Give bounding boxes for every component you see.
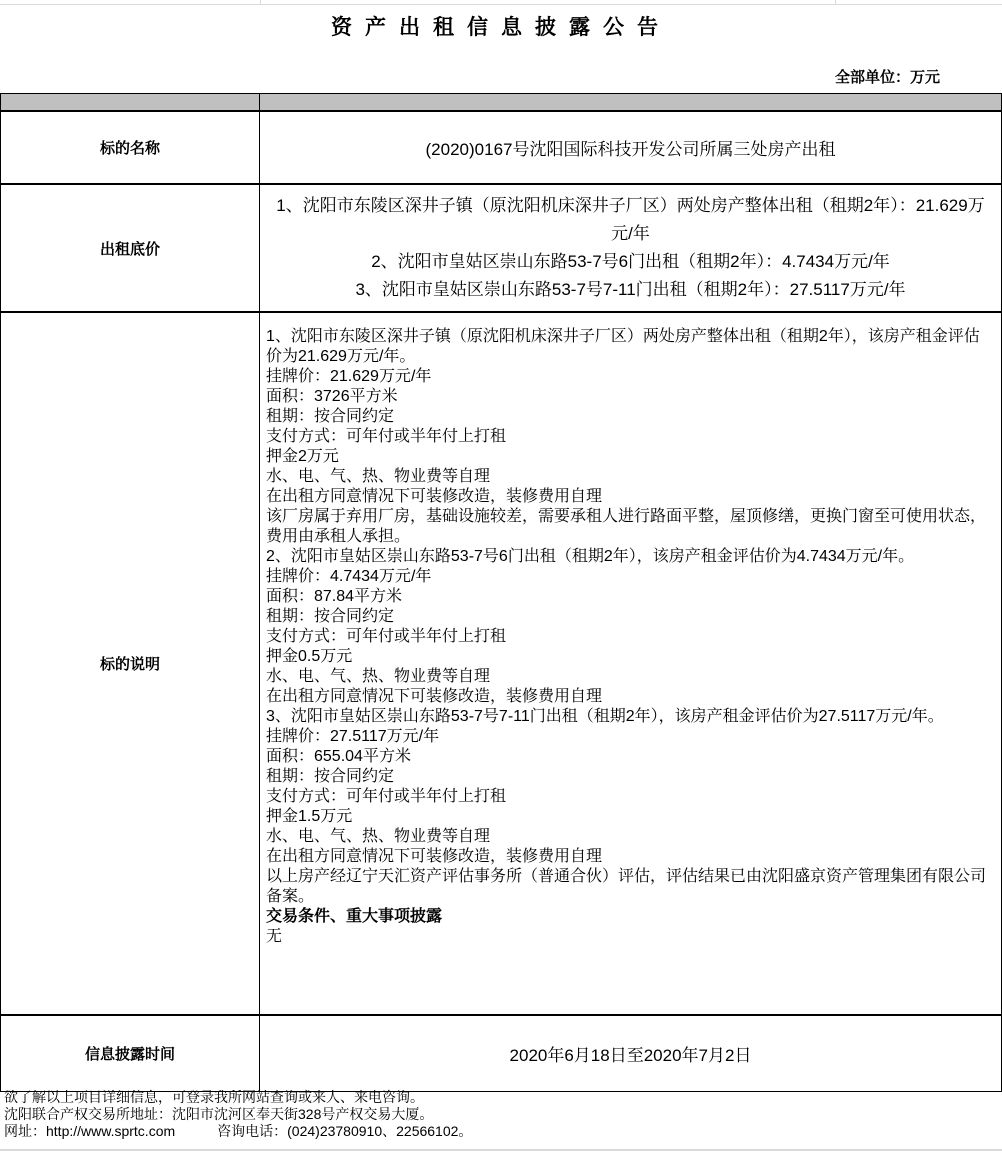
text-line: 支付方式：可年付或半年付上打租 [266, 428, 507, 445]
text-line: 押金0.5万元 [266, 648, 353, 665]
subject-name-label: 标的名称 [1, 112, 260, 185]
text-line: 租期：按合同约定 [266, 768, 395, 785]
column-divider-tick [835, 0, 836, 4]
text-line: 网址：http://www.sprtc.com 咨询电话：(024)23780910、22566102。 [4, 1123, 473, 1139]
text-line: 挂牌价：21.629万元/年 [266, 368, 432, 385]
text-line: 在出租方同意情况下可装修改造，装修费用自理 [266, 488, 603, 505]
disclosure-time-label: 信息披露时间 [1, 1016, 260, 1091]
text-line: 支付方式：可年付或半年付上打租 [266, 628, 507, 645]
text-line: 3、沈阳市皇姑区崇山东路53-7号7-11门出租（租期2年），该房产租金评估价为27.5117万元/年。 [266, 708, 944, 725]
text-line: 挂牌价：4.7434万元/年 [266, 568, 432, 585]
column-divider-tick [260, 0, 261, 4]
text-line: 3、沈阳市皇姑区崇山东路53-7号7-11门出租（租期2年）：27.5117万元/年 [355, 280, 906, 299]
subject-description-label: 标的说明 [1, 313, 260, 1016]
subject-name-value: (2020)0167号沈阳国际科技开发公司所属三处房产出租 [260, 112, 1001, 185]
text-line: 在出租方同意情况下可装修改造，装修费用自理 [266, 848, 603, 865]
text-line: 2、沈阳市皇姑区崇山东路53-7号6门出租（租期2年）：4.7434万元/年 [371, 252, 890, 271]
text-line: 欲了解以上项目详细信息，可登录我所网站查询或来人、来电咨询。 [4, 1089, 424, 1105]
text-line: 水、电、气、热、物业费等自理 [266, 828, 491, 845]
text-line: 面积：3726平方米 [266, 388, 398, 405]
text-line: 交易条件、重大事项披露 [266, 908, 443, 925]
text-line: 1、沈阳市东陵区深井子镇（原沈阳机床深井子厂区）两处房产整体出租（租期2年）：21.629万元/年 [276, 196, 985, 243]
text-line: 水、电、气、热、物业费等自理 [266, 668, 491, 685]
spreadsheet-edge-strip [0, 0, 1002, 5]
text-line: 支付方式：可年付或半年付上打租 [266, 788, 507, 805]
text-line: 水、电、气、热、物业费等自理 [266, 468, 491, 485]
text-line: 1、沈阳市东陵区深井子镇（原沈阳机床深井子厂区）两处房产整体出租（租期2年），该房产租金评估价为21.629万元/年。 [266, 328, 980, 365]
text-line: 押金1.5万元 [266, 808, 353, 825]
text-line: 租期：按合同约定 [266, 608, 395, 625]
text-line: 面积：655.04平方米 [266, 748, 411, 765]
text-line: 在出租方同意情况下可装修改造，装修费用自理 [266, 688, 603, 705]
announcement-table [0, 93, 1002, 1092]
text-line: 押金2万元 [266, 448, 339, 465]
footer-notes [4, 1089, 998, 1140]
subject-description-value [260, 313, 1001, 1016]
table-header-right-cell [260, 94, 1001, 112]
table-header-left-cell [1, 94, 260, 112]
text-line: 面积：87.84平方米 [266, 588, 403, 605]
text-line: 2、沈阳市皇姑区崇山东路53-7号6门出租（租期2年），该房产租金评估价为4.7434万元/年。 [266, 548, 915, 565]
disclosure-time-value: 2020年6月18日至2020年7月2日 [509, 1046, 752, 1065]
unit-note: 全部单位：万元 [834, 69, 940, 86]
text-line: 租期：按合同约定 [266, 408, 395, 425]
base-price-value [260, 185, 1001, 313]
text-line: 挂牌价：27.5117万元/年 [266, 728, 440, 745]
text-line: 该厂房属于弃用厂房，基础设施较差，需要承租人进行路面平整，屋顶修缮，更换门窗至可使用状态，费用由承租人承担。 [266, 508, 987, 545]
page-title: 资产出租信息披露公告 [331, 16, 671, 39]
text-line: 沈阳联合产权交易所地址：沈阳市沈河区奉天街328号产权交易大厦。 [4, 1106, 434, 1122]
base-price-label: 出租底价 [1, 185, 260, 313]
text-line: 以上房产经辽宁天汇资产评估事务所（普通合伙）评估，评估结果已由沈阳盛京资产管理集团有限公司备案。 [266, 868, 987, 905]
text-line: 无 [266, 928, 283, 945]
